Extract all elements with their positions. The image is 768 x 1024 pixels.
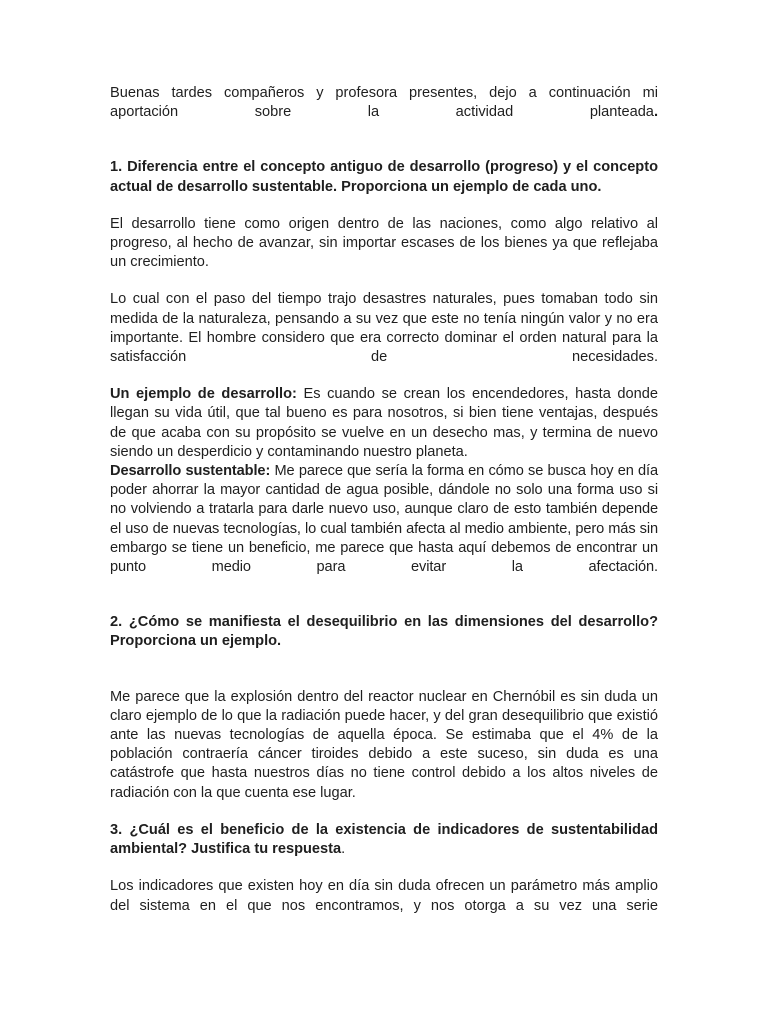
question-2-heading: 2. ¿Cómo se manifiesta el desequilibrio en las dimensiones del desarrollo? Proporciona un ejemplo. bbox=[110, 614, 658, 650]
answer-1-sustainable-paragraph bbox=[110, 462, 658, 577]
document-page bbox=[110, 84, 658, 916]
intro-period: . bbox=[653, 104, 658, 121]
answer-1-paragraph-2: Lo cual con el paso del tiempo trajo desastres naturales, pues tomaban todo sin medida de la naturaleza, pensando a su vez que este no tenía ningún valor y no era importante. El hombre considero que era correcto dominar el orden natural para la satisfacción de necesidades. bbox=[110, 291, 658, 366]
intro-paragraph bbox=[110, 84, 658, 122]
intro-text: Buenas tardes compañeros y profesora presentes, dejo a continuación mi aportación sobre la actividad planteada bbox=[110, 85, 658, 121]
question-3-text: 3. ¿Cuál es el beneficio de la existencia de indicadores de sustentabilidad ambiental? Justifica tu respuesta bbox=[110, 821, 658, 858]
example-text: Es cuando se crean los encendedores, hasta donde llegan su vida útil, que tal bueno es para nosotros, si bien tiene ventajas, después de que acaba con su propósito se vuelve en un desecho mas, y termina de nuevo siendo un desperdicio y contaminando nuestro planeta. bbox=[110, 386, 658, 460]
question-3-period: . bbox=[341, 841, 346, 858]
question-3-heading bbox=[110, 821, 658, 859]
question-1-heading: 1. Diferencia entre el concepto antiguo de desarrollo (progreso) y el concepto actual de desarrollo sustentable. Proporciona un ejemplo de cada uno. bbox=[110, 159, 658, 195]
answer-1-example-paragraph bbox=[110, 385, 658, 462]
answer-3-paragraph: Los indicadores que existen hoy en día sin duda ofrecen un parámetro más amplio del sistema en el que nos encontramos, y nos otorga a su vez una serie bbox=[110, 878, 658, 914]
sustainable-text: Me parece que sería la forma en cómo se busca hoy en día poder ahorrar la mayor cantidad de agua posible, dándole no solo una forma uso si no volviendo a tratarla para darle nuevo uso, aunque claro de esto también depende el uso de nuevas tecnologías, lo cual también afecta al medio ambiente, pero más sin embargo se tiene un beneficio, me parece que hasta aquí debemos de encontrar un punto medio para evitar la afectación. bbox=[110, 463, 658, 576]
sustainable-label: Desarrollo sustentable: bbox=[110, 463, 271, 480]
answer-1-paragraph-1: El desarrollo tiene como origen dentro de las naciones, como algo relativo al progreso, al hecho de avanzar, sin importar escases de los bienes ya que reflejaba un crecimiento. bbox=[110, 215, 658, 271]
answer-2-paragraph: Me parece que la explosión dentro del reactor nuclear en Chernóbil es sin duda un claro ejemplo de lo que la radiación puede hacer, y del gran desequilibrio que existió ante las nuevas tecnologías de aquella época. Se estimaba que el 4% de la población contraería cáncer tiroides debido a este suceso, sin duda es una catástrofe que hasta nuestros días no tiene control debido a los altos niveles de radiación con la que cuenta ese lugar. bbox=[110, 688, 658, 801]
example-label: Un ejemplo de desarrollo: bbox=[110, 386, 297, 403]
